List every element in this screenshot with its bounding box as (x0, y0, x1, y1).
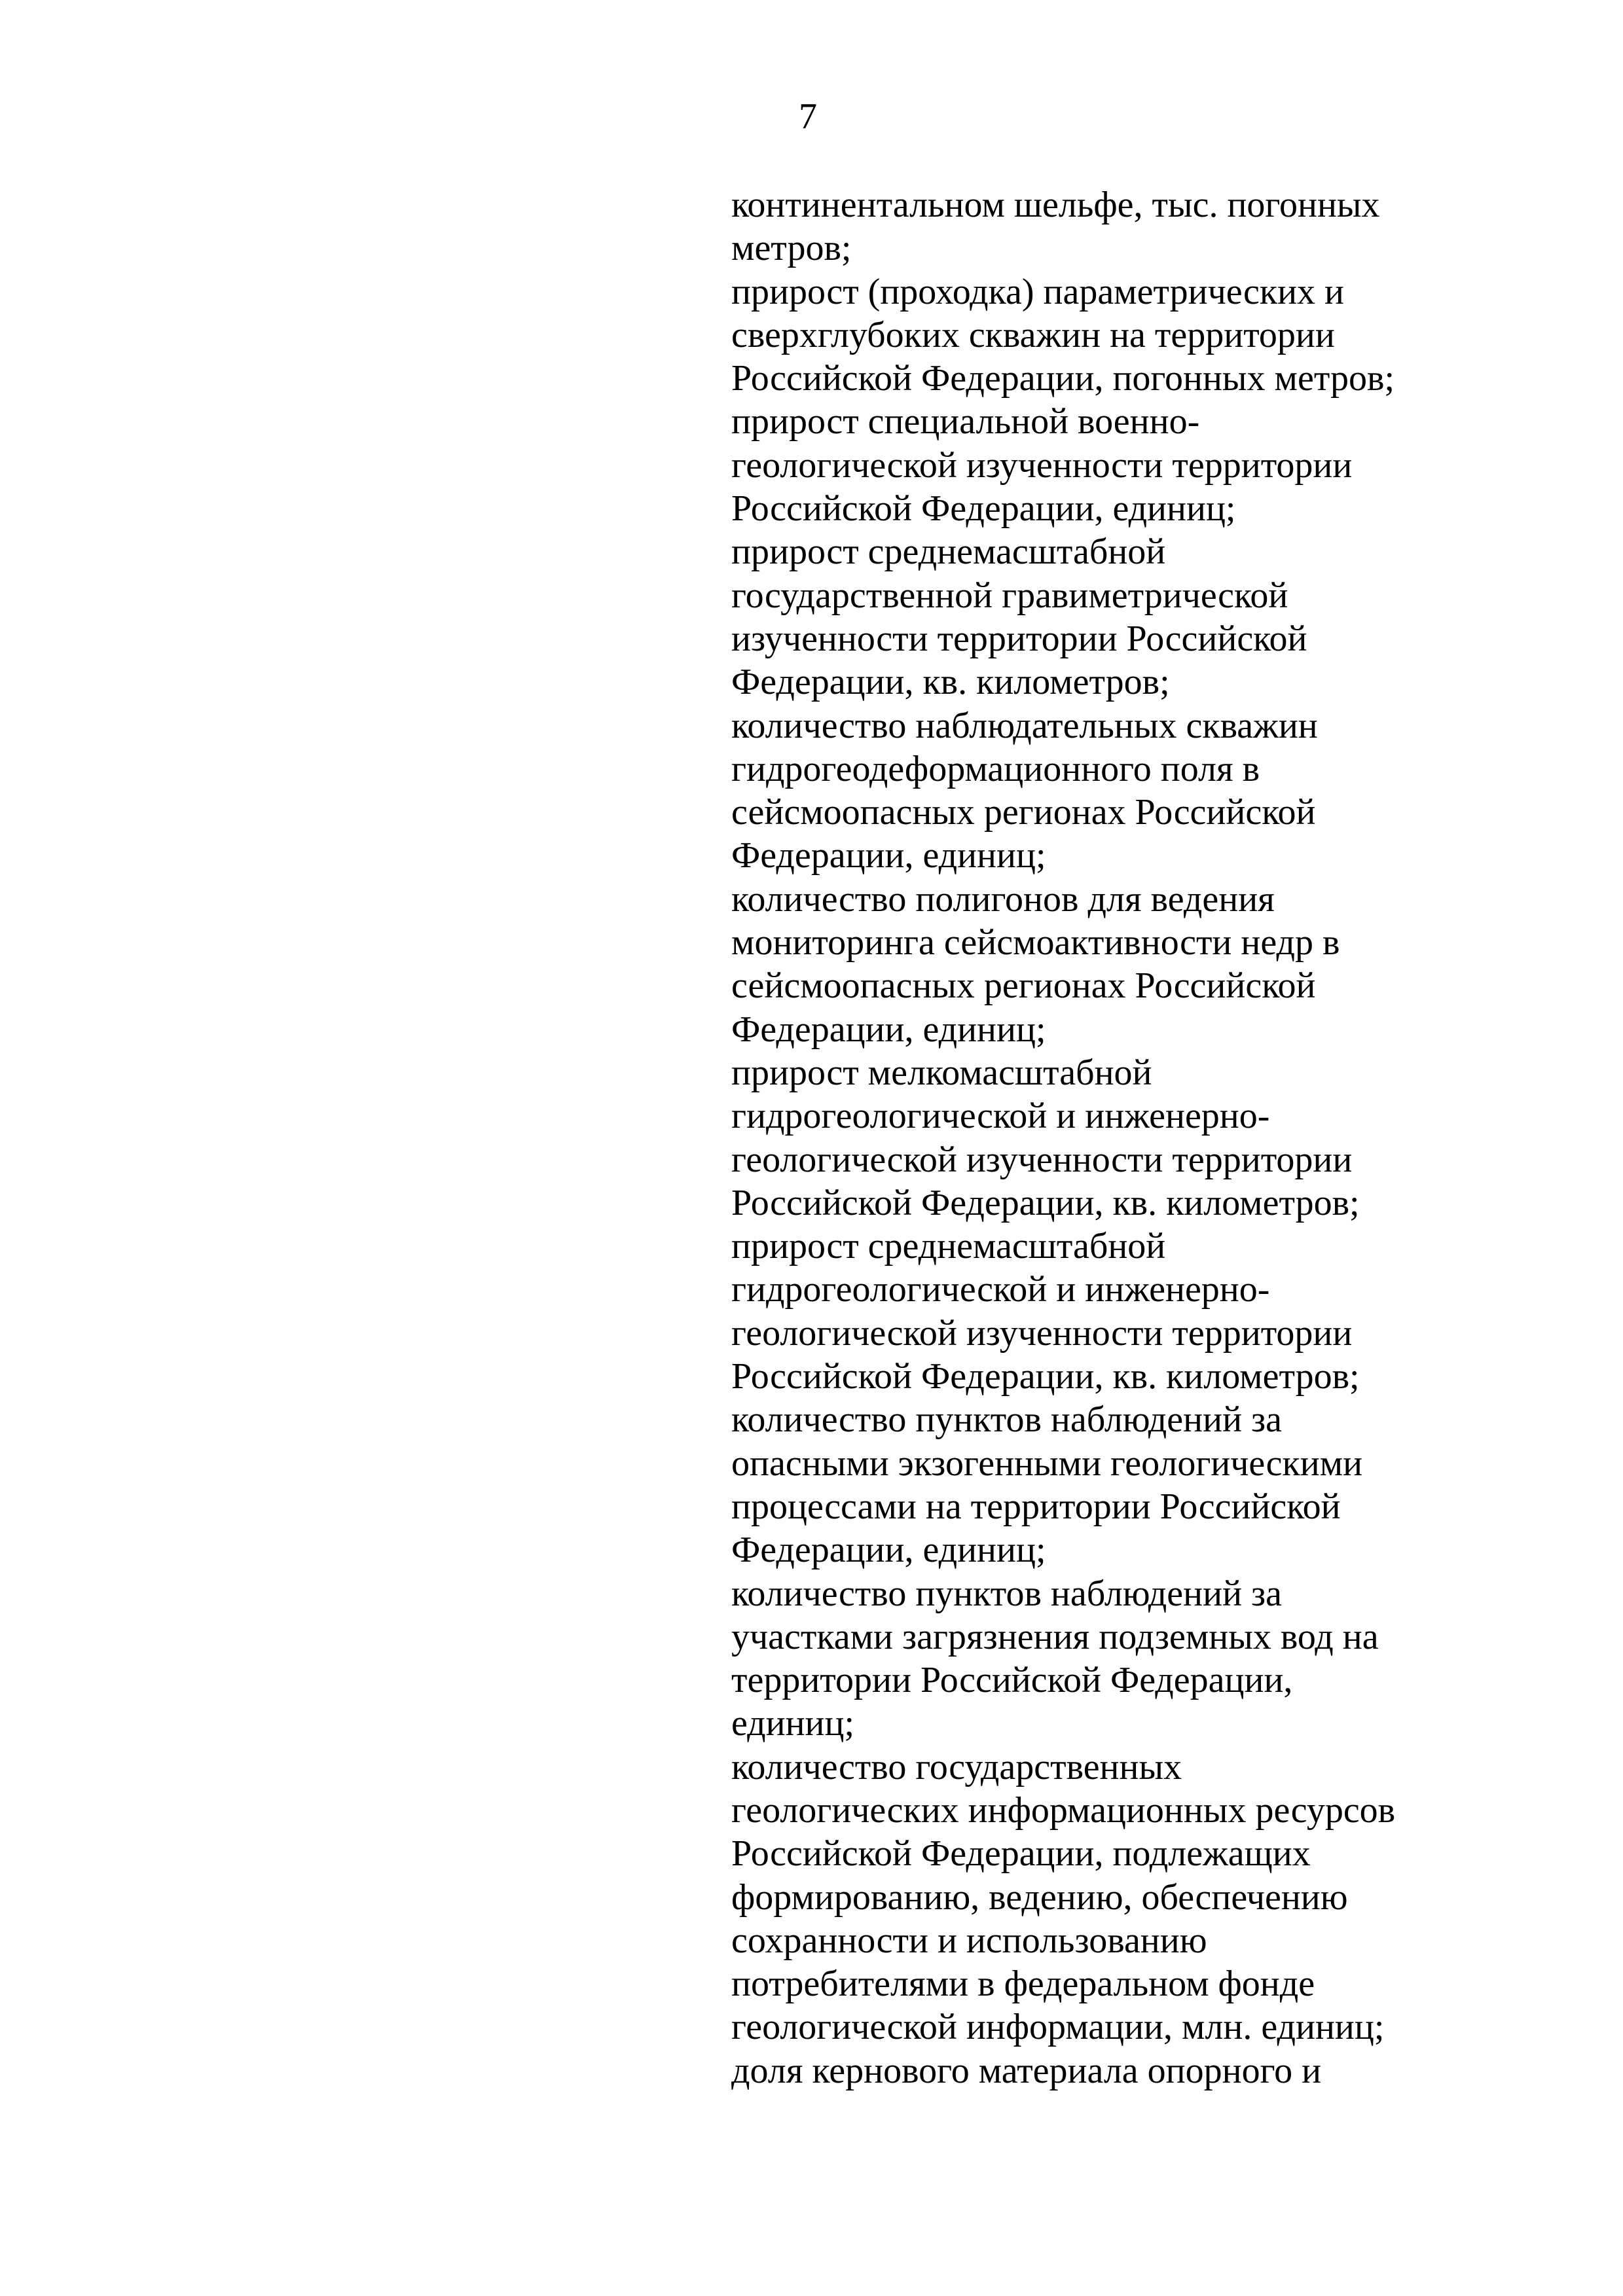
text-line: Федерации, единиц; (731, 1009, 1046, 1050)
text-line: прирост (проходка) параметрических и (731, 271, 1345, 312)
text-line: гидрогеологической и инженерно- (731, 1269, 1270, 1310)
text-line: метров; (731, 228, 852, 269)
text-line: количество полигонов для ведения (731, 878, 1275, 920)
text-line: формированию, ведению, обеспечению (731, 1876, 1348, 1918)
text-line: Российской Федерации, погонных метров; (731, 358, 1395, 399)
text-line: количество наблюдательных скважин (731, 705, 1318, 746)
text-line: прирост специальной военно- (731, 401, 1200, 442)
text-line: участками загрязнения подземных вод на (731, 1616, 1379, 1657)
text-line: Российской Федерации, единиц; (731, 488, 1236, 529)
text-line: Федерации, кв. километров; (731, 662, 1170, 703)
text-line: Федерации, единиц; (731, 835, 1046, 876)
text-line: сверхглубоких скважин на территории (731, 314, 1335, 355)
text-line: количество пунктов наблюдений за (731, 1573, 1283, 1614)
text-line: геологической информации, млн. единиц; (731, 2007, 1385, 2048)
text-line: изученности территории Российской (731, 618, 1307, 659)
document-body (731, 183, 1517, 2092)
text-line: гидрогеодеформационного поля в (731, 748, 1260, 789)
text-line: единиц; (731, 1703, 855, 1744)
text-line: гидрогеологической и инженерно- (731, 1096, 1270, 1137)
text-line: континентальном шельфе, тыс. погонных (731, 185, 1380, 225)
text-line: прирост среднемасштабной (731, 531, 1166, 573)
text-line: территории Российской Федерации, (731, 1660, 1293, 1701)
page-number: 7 (799, 96, 817, 137)
text-line: Российской Федерации, кв. километров; (731, 1356, 1360, 1397)
text-line: сейсмоопасных регионах Российской (731, 792, 1316, 833)
text-line: государственной гравиметрической (731, 575, 1288, 616)
text-line: опасными экзогенными геологическими (731, 1443, 1363, 1484)
text-line: количество государственных (731, 1746, 1182, 1787)
text-line: процессами на территории Российской (731, 1486, 1341, 1527)
text-line: Российской Федерации, подлежащих (731, 1833, 1311, 1874)
text-line: геологической изученности территории (731, 444, 1353, 486)
text-line: мониторинга сейсмоактивности недр в (731, 922, 1340, 963)
text-line: геологической изученности территории (731, 1312, 1353, 1354)
text-line: потребителями в федеральном фонде (731, 1964, 1315, 2005)
text-line: сохранности и использованию (731, 1920, 1207, 1961)
text-line: прирост среднемасштабной (731, 1226, 1166, 1267)
text-line: сейсмоопасных регионах Российской (731, 965, 1316, 1007)
text-line: Федерации, единиц; (731, 1530, 1046, 1571)
text-line: геологической изученности территории (731, 1139, 1353, 1180)
text-line: прирост мелкомасштабной (731, 1052, 1152, 1093)
text-line: доля кернового материала опорного и (731, 2050, 1322, 2091)
text-line: геологических информационных ресурсов (731, 1789, 1396, 1831)
text-line: количество пунктов наблюдений за (731, 1399, 1283, 1441)
text-line: Российской Федерации, кв. километров; (731, 1182, 1360, 1223)
